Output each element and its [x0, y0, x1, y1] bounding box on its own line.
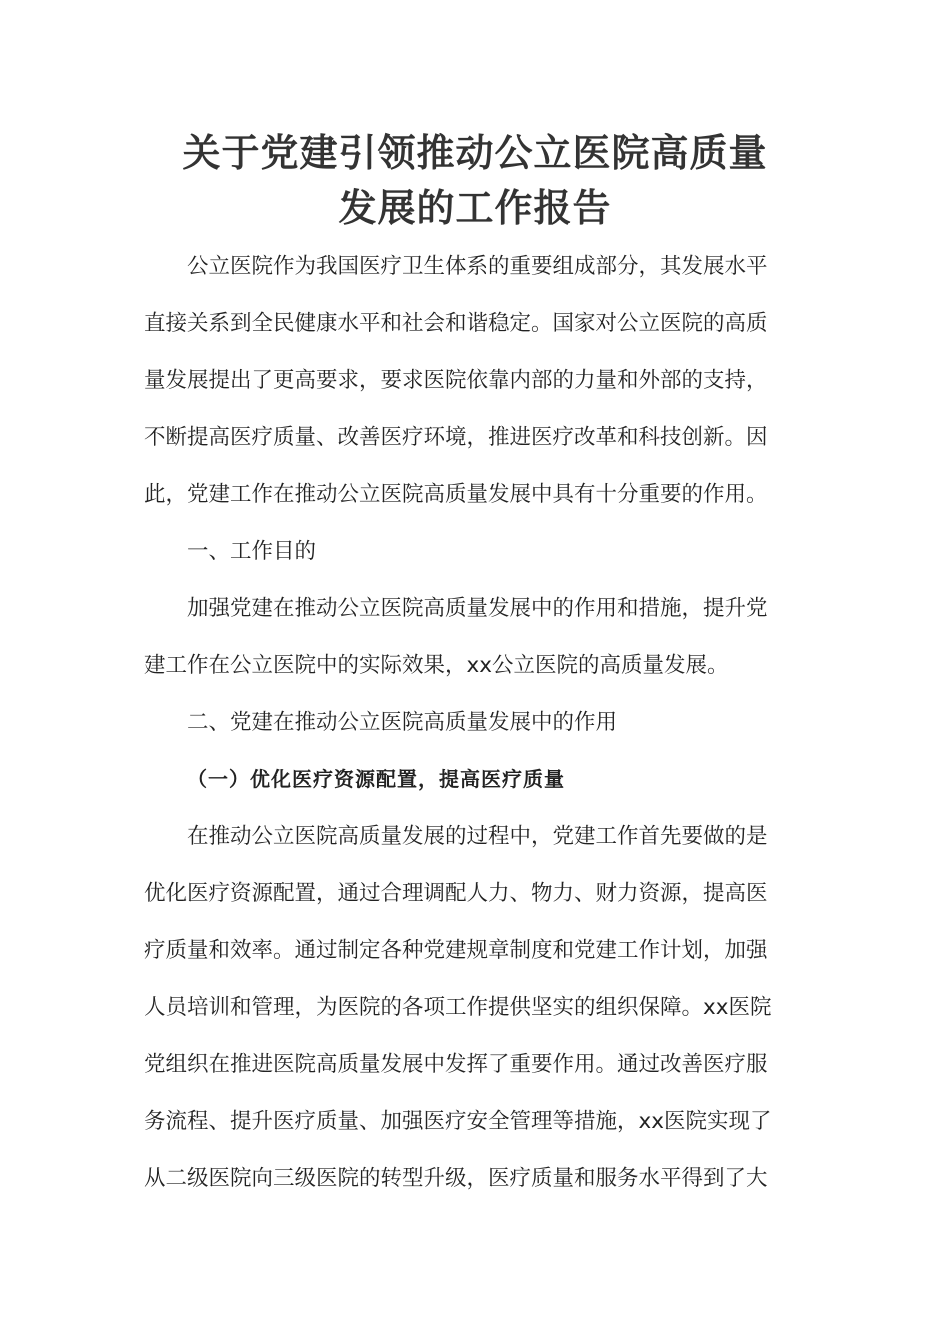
- paragraph-intro-line-3: 量发展提出了更高要求，要求医院依靠内部的力量和外部的支持，: [144, 368, 768, 393]
- paragraph-resources-line-1: 在推动公立医院高质量发展的过程中，党建工作首先要做的是: [187, 824, 768, 849]
- paragraph-intro-line-5: 此，党建工作在推动公立医院高质量发展中具有十分重要的作用。: [144, 482, 768, 507]
- paragraph-resources-line-3: 疗质量和效率。通过制定各种党建规章制度和党建工作计划，加强: [144, 938, 768, 963]
- paragraph-resources-line-5: 党组织在推进医院高质量发展中发挥了重要作用。通过改善医疗服: [144, 1052, 768, 1077]
- paragraph-purpose-line-1: 加强党建在推动公立医院高质量发展中的作用和措施，提升党: [187, 596, 768, 621]
- subsection-heading-1: （一）优化医疗资源配置，提高医疗质量: [187, 767, 565, 791]
- document-body: [144, 238, 804, 1207]
- title-line-2: 发展的工作报告: [338, 186, 612, 230]
- paragraph-resources-line-6: 务流程、提升医疗质量、加强医疗安全管理等措施，xx医院实现了: [144, 1109, 772, 1134]
- paragraph-intro-line-2: 直接关系到全民健康水平和社会和谐稳定。国家对公立医院的高质: [144, 311, 768, 336]
- section-heading-2: 二、党建在推动公立医院高质量发展中的作用: [187, 710, 618, 735]
- paragraph-intro-line-4: 不断提高医疗质量、改善医疗环境，推进医疗改革和科技创新。因: [144, 425, 768, 450]
- paragraph-resources-line-4: 人员培训和管理，为医院的各项工作提供坚实的组织保障。xx医院: [144, 995, 772, 1020]
- document-title: [140, 126, 810, 236]
- title-line-1: 关于党建引领推动公立医院高质量: [182, 131, 768, 175]
- paragraph-purpose-line-2: 建工作在公立医院中的实际效果，xx公立医院的高质量发展。: [144, 653, 729, 678]
- paragraph-intro-line-1: 公立医院作为我国医疗卫生体系的重要组成部分，其发展水平: [187, 254, 768, 279]
- section-heading-1: 一、工作目的: [187, 539, 317, 564]
- paragraph-resources-line-7: 从二级医院向三级医院的转型升级，医疗质量和服务水平得到了大: [144, 1166, 768, 1191]
- paragraph-resources-line-2: 优化医疗资源配置，通过合理调配人力、物力、财力资源，提高医: [144, 881, 768, 906]
